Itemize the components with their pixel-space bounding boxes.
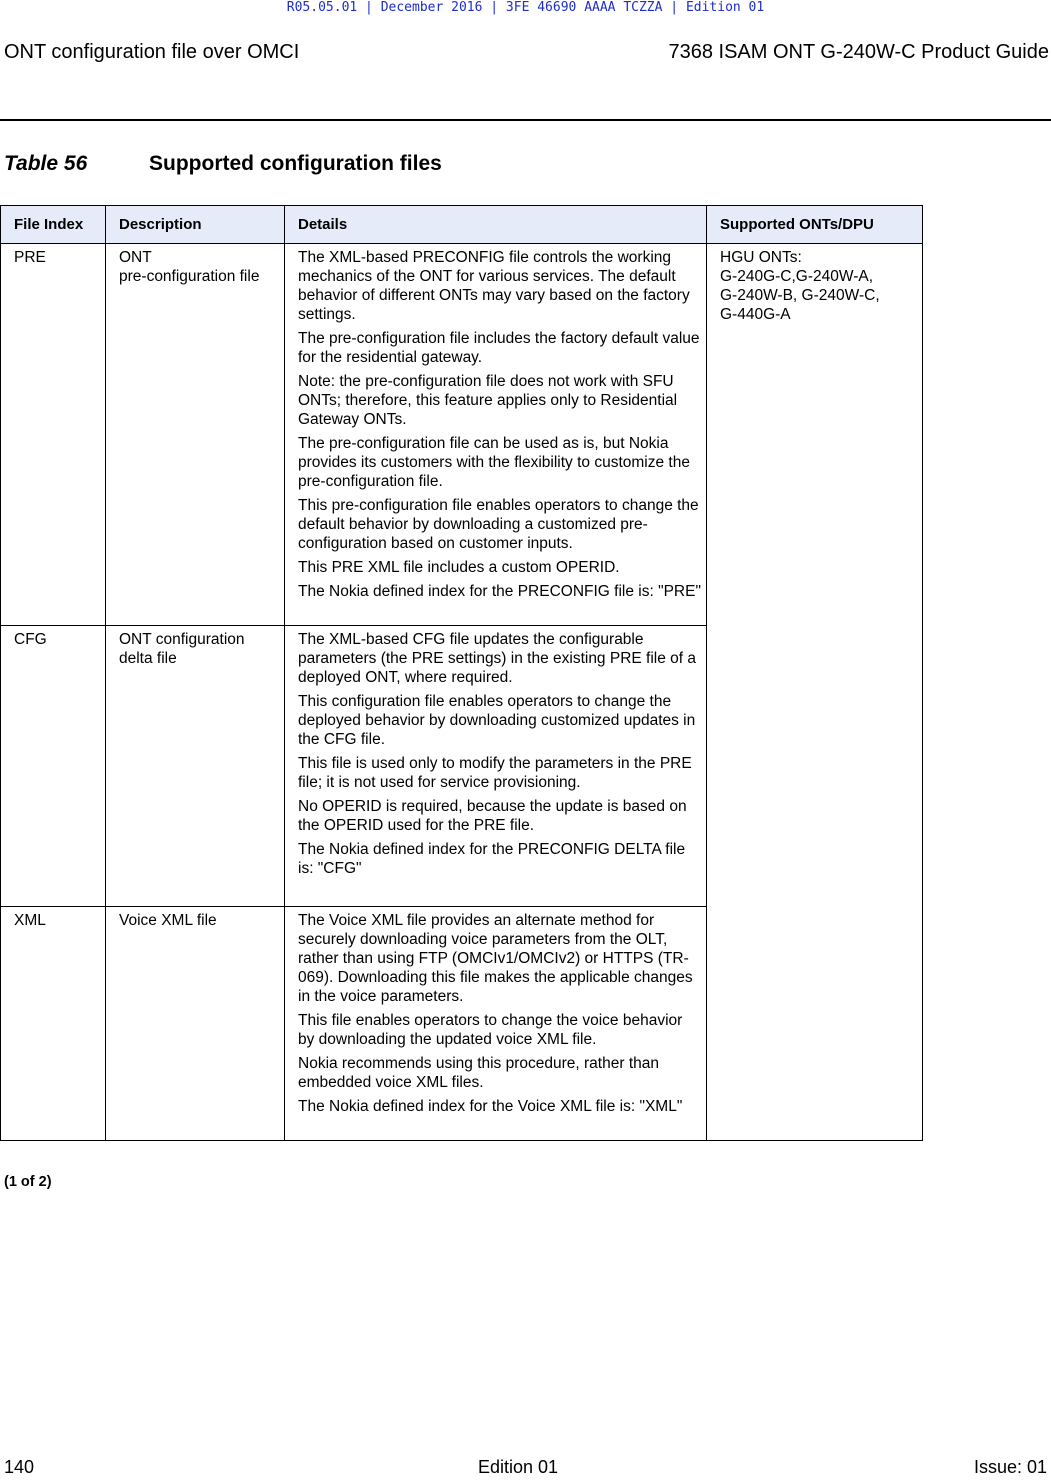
col-header-details: Details xyxy=(285,206,707,244)
details-paragraph: The pre-configuration file includes the factory default value for the residential gateway. xyxy=(298,330,700,366)
cell-description xyxy=(106,907,285,1141)
table-header-row xyxy=(1,206,923,244)
table-row xyxy=(1,244,923,626)
cell-description xyxy=(106,626,285,907)
details-paragraph: No OPERID is required, because the update is based on the OPERID used for the PRE file. xyxy=(298,798,687,834)
supported-line: G-440G-A xyxy=(720,306,791,323)
cell-description xyxy=(106,244,285,626)
table-continuation-note: (1 of 2) xyxy=(4,1174,52,1190)
supported-config-files-table xyxy=(0,205,923,1141)
details-paragraph: This configuration file enables operators to change the deployed behavior by downloading customized updates in the CFG file. xyxy=(298,693,696,748)
details-paragraph: This PRE XML file includes a custom OPERID. xyxy=(298,559,620,576)
description-line: pre-configuration file xyxy=(119,268,260,285)
details-paragraph: The Nokia defined index for the PRECONFIG DELTA file is: "CFG" xyxy=(298,841,686,877)
details-paragraph: This file is used only to modify the parameters in the PRE file; it is not used for service provisioning. xyxy=(298,755,692,791)
cell-file-index: PRE xyxy=(1,244,106,626)
supported-line: G-240W-B, G-240W-C, xyxy=(720,287,880,304)
details-paragraph: Note: the pre-configuration file does not work with SFU ONTs; therefore, this feature applies only to Residential Gateway ONTs. xyxy=(298,373,678,428)
details-paragraph: The XML-based PRECONFIG file controls the working mechanics of the ONT for various services. The default behavior of different ONTs may vary based on the factory settings. xyxy=(298,249,690,323)
details-paragraph: The XML-based CFG file updates the configurable parameters (the PRE settings) in the existing PRE file of a deployed ONT, where required. xyxy=(298,631,697,686)
details-paragraph: The pre-configuration file can be used as is, but Nokia provides its customers with the flexibility to customize the pre-configuration file. xyxy=(298,435,690,490)
details-paragraph: The Nokia defined index for the Voice XML file is: "XML" xyxy=(298,1098,683,1115)
details-paragraph: The Nokia defined index for the PRECONFIG file is: "PRE" xyxy=(298,583,701,600)
col-header-file-index: File Index xyxy=(1,206,106,244)
page-number: 140 xyxy=(4,1457,35,1477)
footer-issue: Issue: 01 xyxy=(973,1457,1047,1477)
table-number: Table 56 xyxy=(4,152,88,175)
cell-supported-onts xyxy=(707,244,923,1141)
cell-details xyxy=(285,244,707,626)
cell-details xyxy=(285,626,707,907)
cell-file-index: CFG xyxy=(1,626,106,907)
footer-edition: Edition 01 xyxy=(478,1457,559,1477)
supported-line: G-240G-C,G-240W-A, xyxy=(720,268,874,285)
table-title: Supported configuration files xyxy=(149,152,442,175)
details-paragraph: Nokia recommends using this procedure, rather than embedded voice XML files. xyxy=(298,1055,659,1091)
table-caption xyxy=(4,151,442,177)
cell-file-index: XML xyxy=(1,907,106,1141)
description-line: Voice XML file xyxy=(119,912,217,929)
details-paragraph: This file enables operators to change the voice behavior by downloading the updated voice XML file. xyxy=(298,1012,683,1048)
description-line: delta file xyxy=(119,650,177,667)
running-header-section: ONT configuration file over OMCI xyxy=(4,41,300,63)
details-paragraph: The Voice XML file provides an alternate method for securely downloading voice parameters from the OLT, rather than using FTP (OMCIv1/OMCIv2) or HTTPS (TR-069). Downloading this file makes the applicable changes in the voice parameters. xyxy=(298,912,693,1005)
header-divider xyxy=(0,119,1051,121)
document-id-banner: R05.05.01 | December 2016 | 3FE 46690 AAAA TCZZA | Edition 01 xyxy=(286,0,765,15)
supported-line: HGU ONTs: xyxy=(720,249,802,266)
description-line: ONT xyxy=(119,249,152,266)
details-paragraph: This pre-configuration file enables operators to change the default behavior by downloading a customized pre-configuration based on customer inputs. xyxy=(298,497,699,552)
running-header-title: 7368 ISAM ONT G-240W-C Product Guide xyxy=(668,41,1049,63)
cell-details xyxy=(285,907,707,1141)
col-header-supported: Supported ONTs/DPU xyxy=(707,206,923,244)
description-line: ONT configuration xyxy=(119,631,245,648)
col-header-description: Description xyxy=(106,206,285,244)
